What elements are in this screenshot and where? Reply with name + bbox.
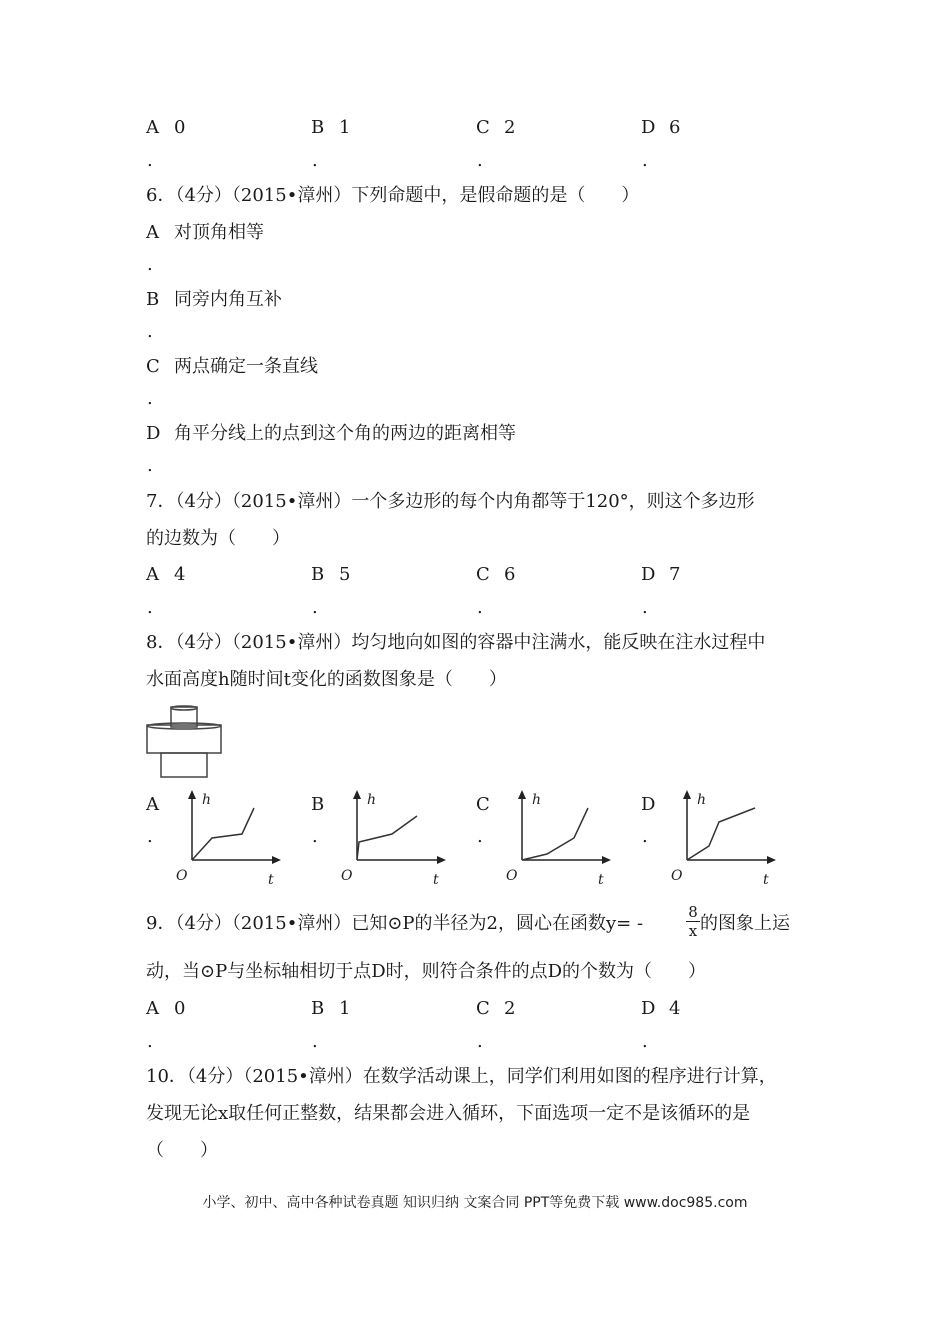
axis-label-h: h (202, 792, 212, 808)
y-axis-arrow (683, 790, 691, 799)
q9-stem-line1-pre: 9．（4分）（2015•漳州）已知⊙P的半径为2，圆心在函数y= - (146, 913, 644, 934)
axis-label-t: t (598, 872, 604, 888)
q8-option-c-letter: C (476, 794, 490, 815)
dot: . (147, 597, 153, 618)
q7-stem-line1: 7．（4分）（2015•漳州）一个多边形的每个内角都等于120°，则这个多边形 (146, 491, 755, 512)
dot: . (147, 1031, 153, 1052)
q5-option-d: D 6 (641, 117, 681, 138)
q7-option-d: D 7 (641, 564, 681, 585)
q10-stem-line2: 发现无论x取任何正整数，结果都会进入循环，下面选项一定不是该循环的是 (146, 1103, 751, 1124)
y-axis-arrow (353, 790, 361, 799)
q7-option-c: C 6 (476, 564, 516, 585)
dot: . (477, 150, 483, 171)
dot: . (477, 1031, 483, 1052)
axis-label-h: h (697, 792, 707, 808)
q10-stem-line3: （ ） (146, 1140, 218, 1161)
axis-label-t: t (268, 872, 274, 888)
q9-stem-line2: 动，当⊙P与坐标轴相切于点D时，则符合条件的点D的个数为（ ） (146, 961, 707, 982)
q6-option-a: A 对顶角相等 (146, 222, 264, 243)
dot: . (642, 597, 648, 618)
q7-option-a: A 4 (146, 564, 186, 585)
graph-option-c (502, 788, 617, 888)
origin-label: O (341, 868, 353, 884)
q9-option-d: D 4 (641, 998, 681, 1019)
graph-curve (687, 808, 755, 860)
graph-curve (192, 808, 254, 860)
dot: . (477, 826, 483, 847)
q8-stem-line2: 水面高度h随时间t变化的函数图象是（ ） (146, 669, 507, 690)
axis-label-t: t (433, 872, 439, 888)
q9-fraction (686, 904, 700, 939)
axis-label-h: h (367, 792, 377, 808)
x-axis-arrow (767, 856, 776, 864)
q8-option-a-letter: A (146, 794, 159, 815)
x-axis-arrow (437, 856, 446, 864)
container-bottom-cylinder (161, 753, 207, 777)
graph-curve (357, 816, 417, 860)
origin-label: O (176, 868, 188, 884)
q9-option-c: C 2 (476, 998, 516, 1019)
graph-option-d (667, 788, 782, 888)
origin-label: O (506, 868, 518, 884)
container-top-rim (171, 706, 197, 710)
q6-option-b: B 同旁内角互补 (146, 289, 282, 310)
container-middle-rim (147, 723, 221, 729)
q8-stem-line1: 8．（4分）（2015•漳州）均匀地向如图的容器中注满水，能反映在注水过程中 (146, 632, 766, 653)
q8-option-d-letter: D (641, 794, 656, 815)
graph-option-b (337, 788, 452, 888)
q5-option-b: B 1 (311, 117, 351, 138)
dot: . (642, 150, 648, 171)
dot: . (147, 321, 153, 342)
dot: . (312, 597, 318, 618)
dot: . (312, 826, 318, 847)
q9-option-a: A 0 (146, 998, 186, 1019)
axis-label-t: t (763, 872, 769, 888)
dot: . (147, 254, 153, 275)
dot: . (147, 826, 153, 847)
dot: . (642, 1031, 648, 1052)
x-axis-arrow (272, 856, 281, 864)
axis-label-h: h (532, 792, 542, 808)
y-axis-arrow (188, 790, 196, 799)
dot: . (147, 455, 153, 476)
graph-curve (522, 808, 588, 860)
q9-stem-line1-post: 的图象上运 (700, 913, 790, 934)
container-figure (144, 704, 224, 780)
q7-stem-line2: 的边数为（ ） (146, 528, 290, 549)
page-footer: 小学、初中、高中各种试卷真题 知识归纳 文案合同 PPT等免费下载 www.doc985.com (202, 1195, 748, 1211)
dot: . (147, 388, 153, 409)
dot: . (312, 1031, 318, 1052)
x-axis-arrow (602, 856, 611, 864)
dot: . (312, 150, 318, 171)
q8-option-b-letter: B (311, 794, 325, 815)
fraction-denominator: x (688, 922, 698, 940)
q6-option-c: C 两点确定一条直线 (146, 356, 318, 377)
dot: . (147, 150, 153, 171)
dot: . (477, 597, 483, 618)
q9-option-b: B 1 (311, 998, 351, 1019)
q5-option-a: A 0 (146, 117, 186, 138)
q10-stem-line1: 10．（4分）（2015•漳州）在数学活动课上，同学们利用如图的程序进行计算， (146, 1066, 777, 1087)
q7-option-b: B 5 (311, 564, 351, 585)
fraction-numerator: 8 (688, 903, 698, 921)
y-axis-arrow (518, 790, 526, 799)
dot: . (642, 826, 648, 847)
q5-option-c: C 2 (476, 117, 516, 138)
graph-option-a (172, 788, 287, 888)
q6-option-d: D 角平分线上的点到这个角的两边的距离相等 (146, 423, 516, 444)
q6-stem: 6．（4分）（2015•漳州）下列命题中，是假命题的是（ ） (146, 185, 640, 206)
origin-label: O (671, 868, 683, 884)
